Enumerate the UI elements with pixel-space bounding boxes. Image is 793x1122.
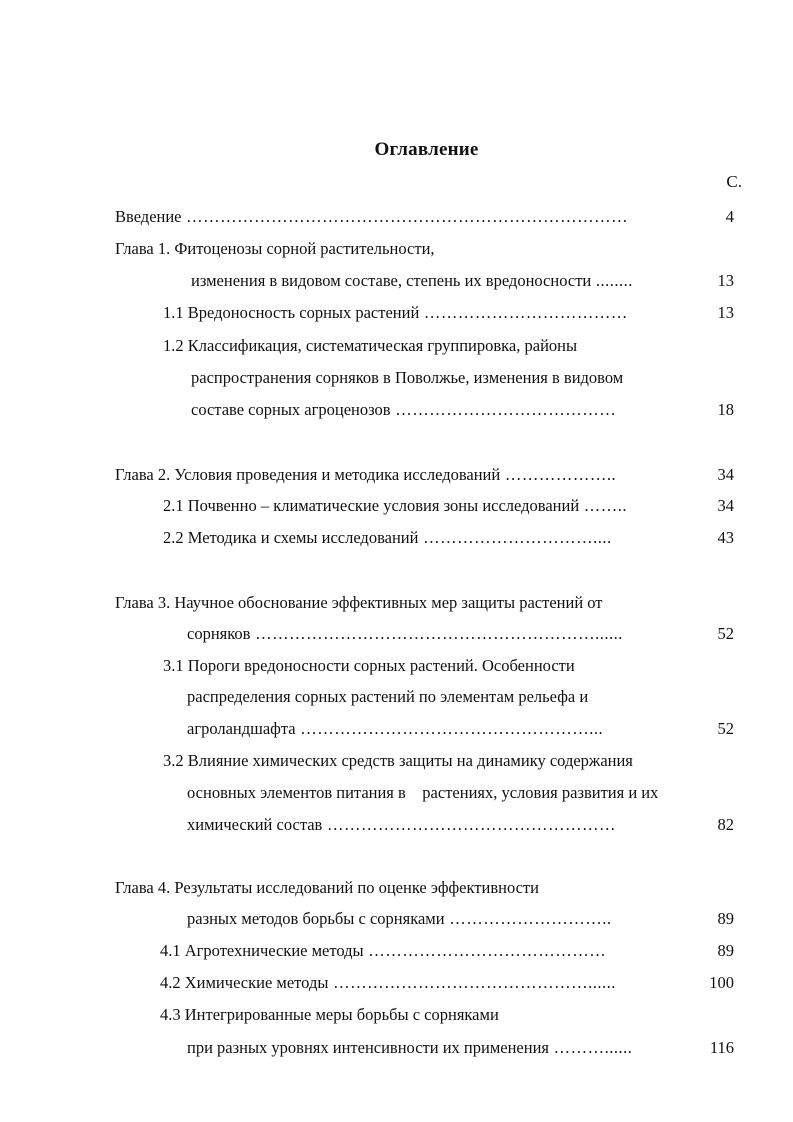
toc-entry-text: 3.2 Влияние химических средств защиты на динамику содержания — [163, 751, 633, 770]
toc-entry-text: Глава 4. Результаты исследований по оценке эффективности — [115, 878, 539, 897]
toc-entry-text: 4.1 Агротехнические методы — [160, 941, 364, 960]
toc-page-number: 4 — [725, 207, 734, 226]
toc-entry-text: 2.2 Методика и схемы исследований — [163, 528, 419, 547]
toc-page-number: 34 — [717, 465, 734, 484]
toc-entry-text: 2.1 Почвенно – климатические условия зоны исследований — [163, 496, 580, 515]
toc-entry-section-1-1 — [163, 301, 628, 325]
leader-dots: …….. — [579, 496, 628, 515]
toc-entry-text: изменения в видовом составе, степень их вредоносности — [191, 271, 592, 290]
toc-page-number: 89 — [717, 909, 734, 928]
toc-entry-text: химический состав — [187, 815, 323, 834]
toc-entry-section-4-3 — [160, 1003, 499, 1027]
toc-entry-text: Введение — [115, 207, 182, 226]
toc-entry-section-1-2-cont — [191, 366, 623, 390]
page-title: Оглавление — [374, 139, 479, 160]
toc-entry-section-4-3-cont — [187, 1036, 632, 1060]
leader-dots: …………………………………………………………………… — [181, 207, 629, 226]
toc-entry-section-3-1-cont — [187, 685, 588, 709]
toc-entry-section-3-2 — [163, 749, 633, 773]
leader-dots: ………………………….... — [418, 528, 612, 547]
toc-entry-text: 4.3 Интегрированные меры борьбы с сорняками — [160, 1005, 499, 1024]
toc-page-number: 116 — [709, 1038, 734, 1057]
leader-dots: ........ — [591, 271, 633, 290]
toc-entry-section-3-2-cont — [187, 813, 616, 837]
toc-entry-text: 3.1 Пороги вредоносности сорных растений. Особенности — [163, 656, 575, 675]
toc-entry-text: 4.2 Химические методы — [160, 973, 329, 992]
toc-page-number: 82 — [717, 815, 734, 834]
toc-entry-text: сорняков — [187, 624, 251, 643]
leader-dots: ………...... — [549, 1038, 633, 1057]
toc-entry-section-2-1 — [163, 494, 627, 518]
leader-dots: ……………….. — [500, 465, 617, 484]
toc-entry-text: распространения сорняков в Поволжье, изменения в видовом — [191, 368, 624, 387]
toc-entry-section-1-2-cont — [191, 398, 616, 422]
leader-dots: ………………………………………...... — [328, 973, 616, 992]
toc-entry-text: 1.1 Вредоносность сорных растений — [163, 303, 420, 322]
leader-dots: ……………………….. — [444, 909, 612, 928]
toc-entry-section-4-1 — [160, 939, 606, 963]
toc-entry-section-1-2 — [163, 334, 577, 358]
toc-entry-text: составе сорных агроценозов — [191, 400, 391, 419]
toc-page-number: 13 — [717, 271, 734, 290]
toc-entry-text: Глава 1. Фитоценозы сорной растительности, — [115, 239, 435, 258]
leader-dots: ……………………………………………………...... — [250, 624, 623, 643]
leader-dots: ………………………………… — [390, 400, 617, 419]
toc-entry-text: основных элементов питания в растениях, условия развития и их — [187, 783, 659, 802]
toc-entry-intro — [115, 205, 628, 229]
toc-entry-text: Глава 2. Условия проведения и методика исследований — [115, 465, 501, 484]
toc-entry-chapter-2 — [115, 463, 616, 487]
toc-page-number: 34 — [717, 496, 734, 515]
leader-dots: …………………………………… — [363, 941, 607, 960]
toc-entry-chapter-3-cont — [187, 622, 623, 646]
page-column-header: С. — [726, 172, 742, 191]
toc-page-number: 100 — [709, 973, 734, 992]
toc-entry-text: при разных уровнях интенсивности их применения — [187, 1038, 549, 1057]
toc-entry-section-4-2 — [160, 971, 616, 995]
toc-entry-text: Глава 3. Научное обоснование эффективных мер защиты растений от — [115, 593, 603, 612]
toc-entry-section-3-1 — [163, 654, 575, 678]
toc-page-number: 18 — [717, 400, 734, 419]
toc-page-number: 52 — [717, 624, 734, 643]
toc-entry-section-3-2-cont — [187, 781, 658, 805]
toc-entry-text: 1.2 Классификация, систематическая группировка, районы — [163, 336, 578, 355]
toc-entry-chapter-3 — [115, 591, 603, 615]
toc-entry-chapter-4-cont — [187, 907, 611, 931]
leader-dots: ……………………………… — [419, 303, 628, 322]
leader-dots: ……………………………………………... — [295, 719, 604, 738]
toc-page-number: 43 — [717, 528, 734, 547]
toc-entry-chapter-1 — [115, 237, 435, 261]
toc-entry-section-3-1-cont — [187, 717, 603, 741]
toc-entry-text: разных методов борьбы с сорняками — [187, 909, 445, 928]
leader-dots: …………………………………………… — [322, 815, 616, 834]
toc-entry-chapter-1-cont — [191, 269, 633, 293]
toc-page-number: 52 — [717, 719, 734, 738]
toc-entry-chapter-4 — [115, 876, 539, 900]
toc-page-number: 89 — [717, 941, 734, 960]
toc-entry-text: распределения сорных растений по элементам рельефа и — [187, 687, 589, 706]
toc-entry-section-2-2 — [163, 526, 612, 550]
toc-entry-text: агроландшафта — [187, 719, 296, 738]
toc-page-number: 13 — [717, 303, 734, 322]
